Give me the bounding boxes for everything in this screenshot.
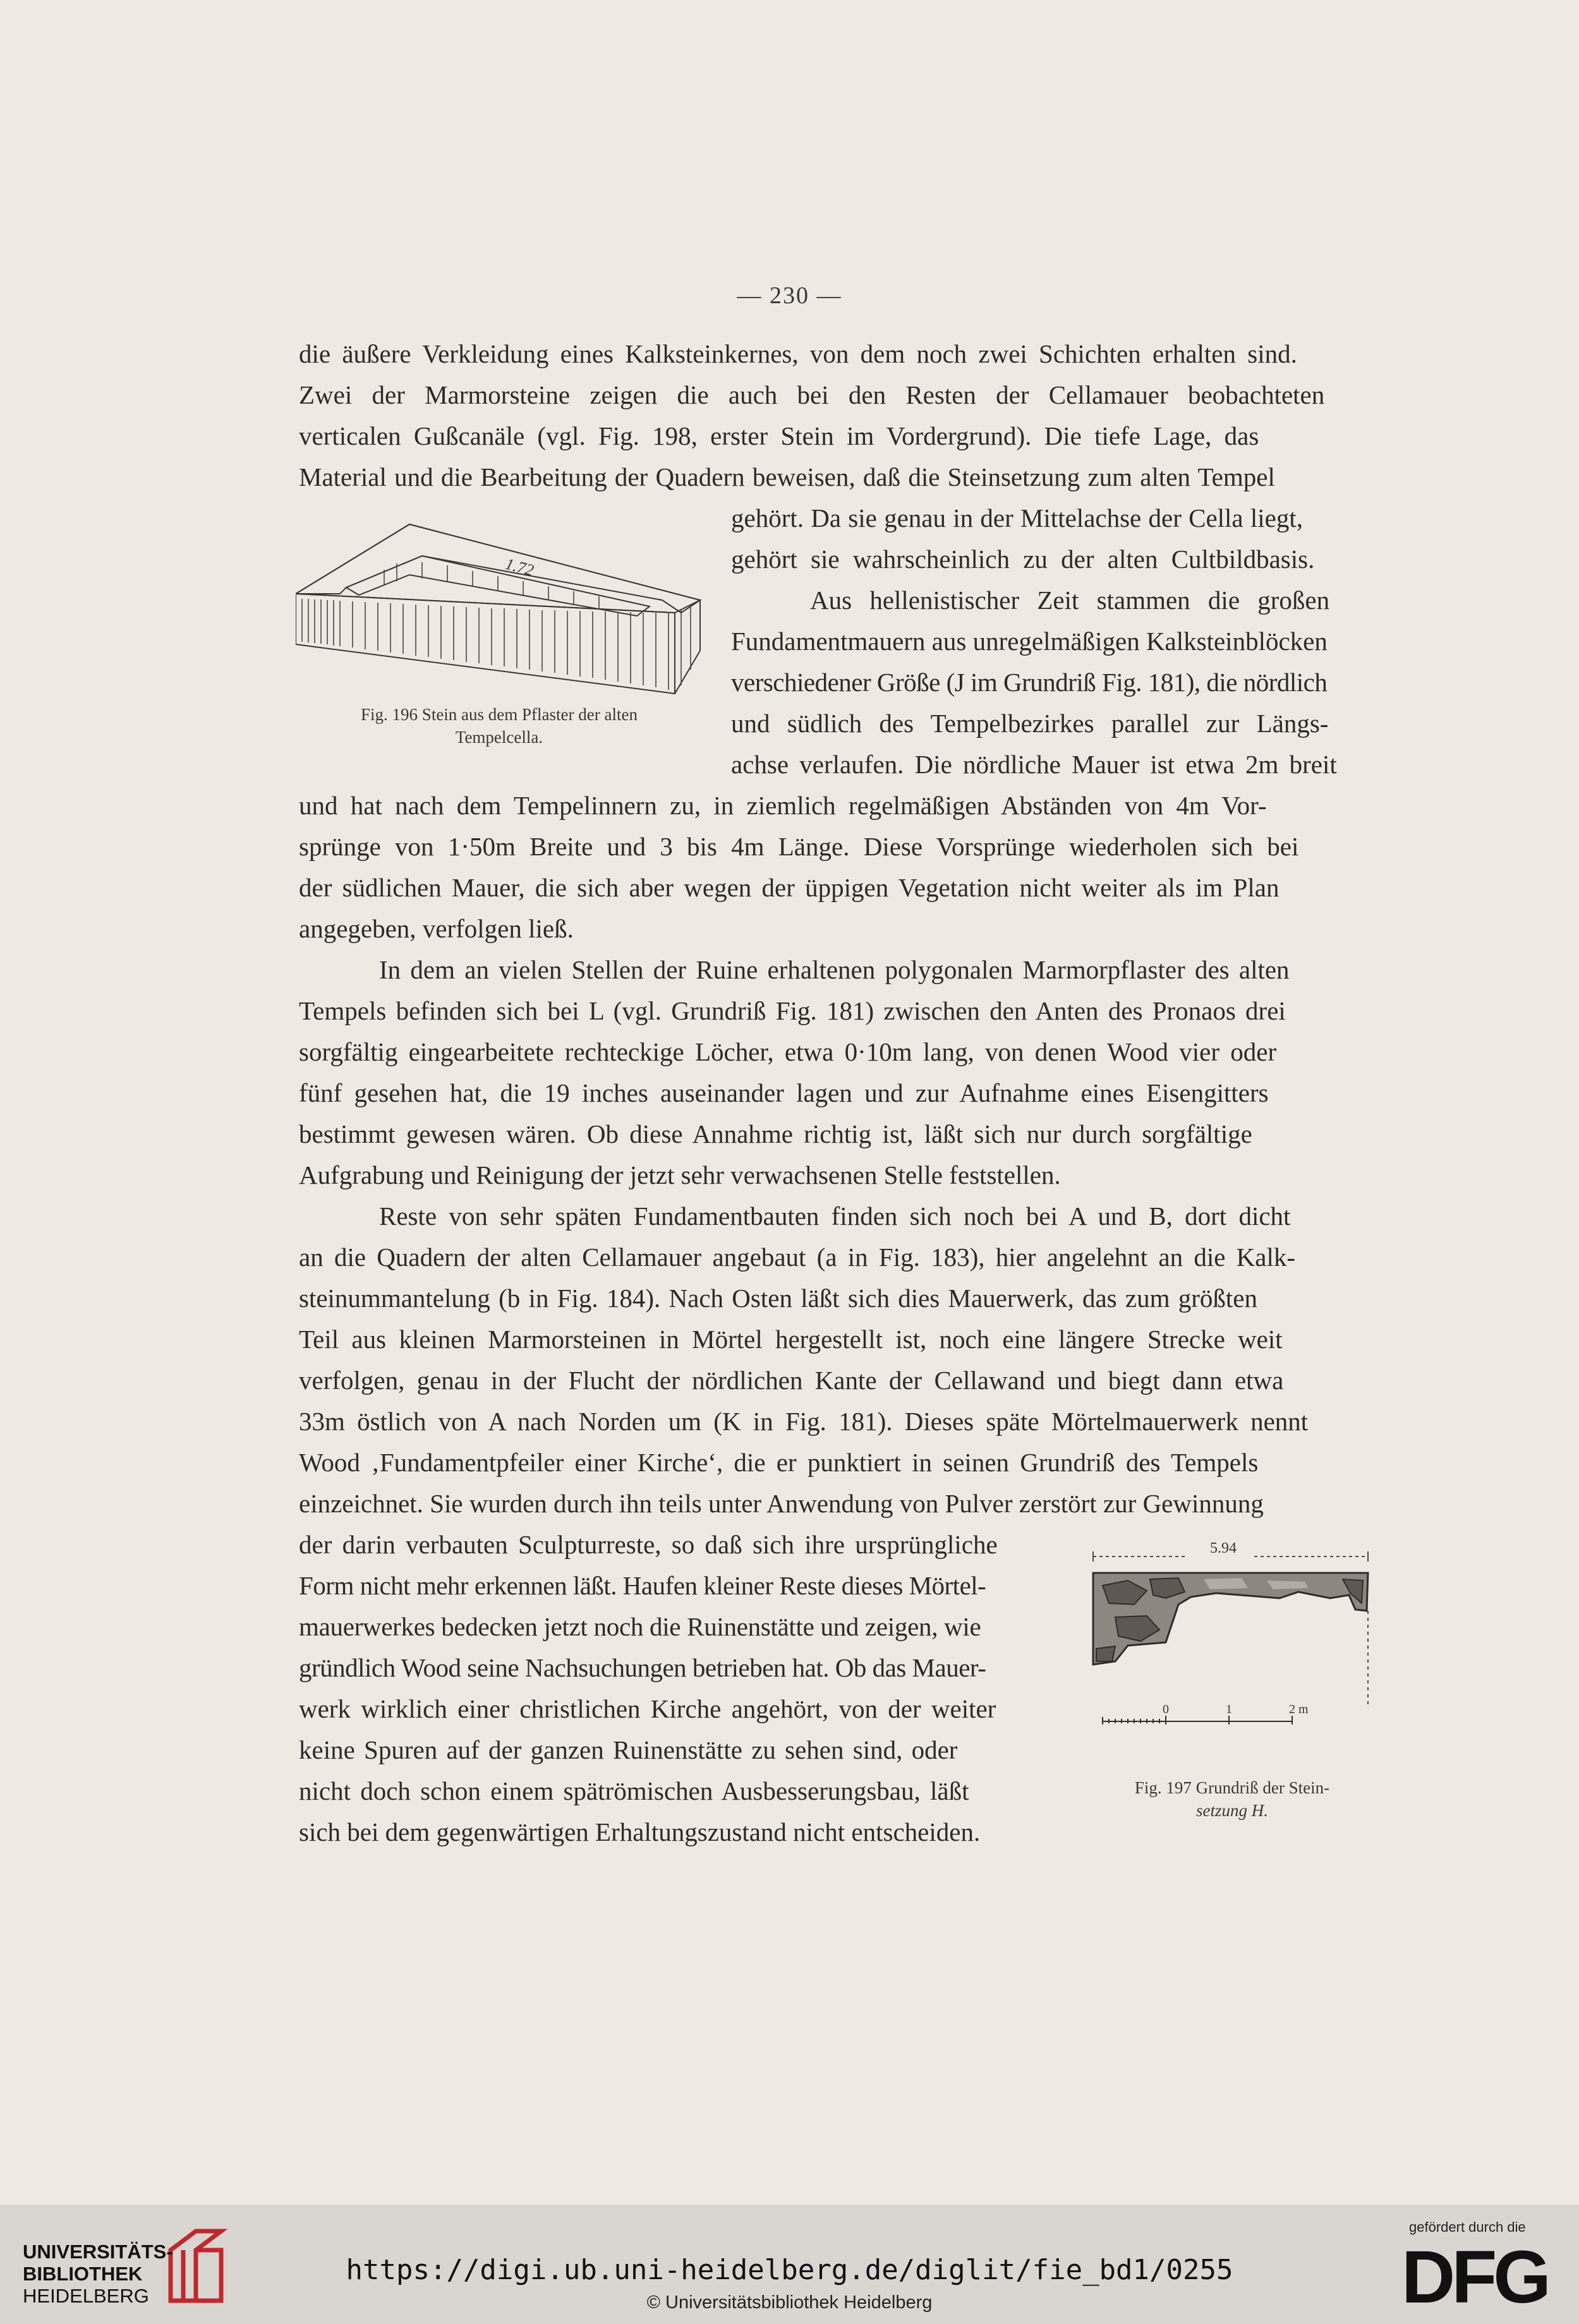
- figure-197-caption-line-2: setzung H.: [1196, 1801, 1268, 1820]
- text-line: verticalen Gußcanäle (vgl. Fig. 198, erster Stein im Vordergrund). Die tiefe Lage, das: [299, 421, 1259, 450]
- text-line: nicht doch schon einem spätrömischen Ausbesserungsbau, läßt: [299, 1776, 969, 1805]
- figure-197-caption: [1090, 1776, 1374, 1822]
- text-line: 33m östlich von A nach Norden um (K in Fig. 181). Dieses späte Mörtelmauerwerk nennt: [299, 1407, 1309, 1436]
- figure-196-caption-line-2: Tempelcella.: [455, 728, 543, 747]
- text-line: Form nicht mehr erkennen läßt. Haufen kleiner Reste dieses Mörtel-: [299, 1571, 986, 1600]
- text-line: sorgfältig eingearbeitete rechteckige Löcher, etwa 0·10m lang, von denen Wood vier oder: [299, 1037, 1277, 1066]
- text-line: Aufgrabung und Reinigung der jetzt sehr verwachsenen Stelle feststellen.: [299, 1160, 1061, 1189]
- figure-196-caption: [297, 703, 701, 749]
- text-line: verfolgen, genau in der Flucht der nördlichen Kante der Cellawand und biegt dann etwa: [299, 1366, 1284, 1395]
- text-line: der südlichen Mauer, die sich aber wegen der üppigen Vegetation nicht weiter als im Plan: [299, 873, 1280, 902]
- page-number: — 230 —: [737, 282, 842, 309]
- text-line: und hat nach dem Tempelinnern zu, in ziemlich regelmäßigen Abständen von 4m Vor-: [299, 791, 1267, 820]
- text-line: Reste von sehr späten Fundamentbauten finden sich noch bei A und B, dort dicht: [379, 1201, 1291, 1231]
- figure-196-stone-drawing: [296, 518, 706, 695]
- text-line: Teil aus kleinen Marmorsteinen in Mörtel hergestellt ist, noch eine längere Strecke weit: [299, 1325, 1283, 1354]
- text-line: keine Spuren auf der ganzen Ruinenstätte zu sehen sind, oder: [299, 1735, 958, 1764]
- figure-196-dimension-label: 1.72: [503, 554, 536, 580]
- text-line: Tempels befinden sich bei L (vgl. Grundriß Fig. 181) zwischen den Anten des Pronaos drei: [299, 996, 1286, 1025]
- scale-label-1: 1: [1226, 1702, 1232, 1716]
- scale-label-2: 2 m: [1289, 1702, 1309, 1716]
- text-line: verschiedener Größe (J im Grundriß Fig. 181), die nördlich: [731, 668, 1328, 697]
- library-name-line-3: HEIDELBERG: [23, 2285, 149, 2307]
- text-line: gehört sie wahrscheinlich zu der alten Cultbildbasis.: [731, 545, 1315, 574]
- library-name-line-1: UNIVERSITÄTS-: [23, 2241, 173, 2263]
- document-url-link[interactable]: https://digi.ub.uni-heidelberg.de/diglit/fie_bd1/0255: [346, 2254, 1233, 2286]
- text-line: Material und die Bearbeitung der Quadern beweisen, daß die Steinsetzung zum alten Tempel: [299, 462, 1275, 491]
- text-line: einzeichnet. Sie wurden durch ihn teils unter Anwendung von Pulver zerstört zur Gewinnung: [299, 1489, 1264, 1518]
- sponsor-note: gefördert durch die: [1409, 2219, 1526, 2235]
- text-line: an die Quadern der alten Cellamauer angebaut (a in Fig. 183), hier angelehnt an die Kalk-: [299, 1243, 1296, 1272]
- dfg-logo[interactable]: DFG: [1401, 2236, 1548, 2319]
- text-line: werk wirklich einer christlichen Kirche angehört, von der weiter: [299, 1694, 996, 1723]
- text-line: In dem an vielen Stellen der Ruine erhaltenen polygonalen Marmorpflaster des alten: [379, 955, 1290, 984]
- scale-label-0: 0: [1163, 1702, 1169, 1716]
- text-line: Wood ‚Fundamentpfeiler einer Kirche‘, die er punktiert in seinen Grundriß des Tempels: [299, 1448, 1259, 1477]
- library-name-line-2: BIBLIOTHEK: [23, 2263, 143, 2285]
- text-line: fünf gesehen hat, die 19 inches auseinander lagen und zur Aufnahme eines Eisengitters: [299, 1078, 1269, 1107]
- copyright-notice: © Universitätsbibliothek Heidelberg: [646, 2292, 933, 2313]
- figure-197-caption-line-1: Fig. 197 Grundriß der Stein-: [1134, 1778, 1330, 1797]
- text-line: die äußere Verkleidung eines Kalksteinkernes, von dem noch zwei Schichten erhalten sind.: [299, 339, 1297, 368]
- text-line: sich bei dem gegenwärtigen Erhaltungszustand nicht entscheiden.: [299, 1817, 981, 1846]
- text-line: mauerwerkes bedecken jetzt noch die Ruinenstätte und zeigen, wie: [299, 1612, 981, 1641]
- figure-197-ground-plan: [1090, 1535, 1374, 1762]
- text-line: angegeben, verfolgen ließ.: [299, 914, 574, 943]
- text-line: gründlich Wood seine Nachsuchungen betrieben hat. Ob das Mauer-: [299, 1653, 986, 1682]
- text-line: Fundamentmauern aus unregelmäßigen Kalksteinblöcken: [731, 627, 1328, 656]
- text-line: Aus hellenistischer Zeit stammen die großen: [810, 586, 1330, 615]
- text-line: der darin verbauten Sculpturreste, so daß sich ihre ursprüngliche: [299, 1530, 998, 1559]
- text-line: und südlich des Tempelbezirkes parallel zur Längs-: [731, 709, 1329, 738]
- text-line: bestimmt gewesen wären. Ob diese Annahme richtig ist, läßt sich nur durch sorgfältige: [299, 1119, 1252, 1148]
- text-line: gehört. Da sie genau in der Mittelachse der Cella liegt,: [731, 503, 1303, 533]
- text-line: sprünge von 1·50m Breite und 3 bis 4m Länge. Diese Vorsprünge wiederholen sich bei: [299, 832, 1299, 861]
- text-line: steinummantelung (b in Fig. 184). Nach Osten läßt sich dies Mauerwerk, das zum größten: [299, 1284, 1257, 1313]
- text-line: achse verlaufen. Die nördliche Mauer ist etwa 2m breit: [731, 750, 1337, 779]
- text-line: Zwei der Marmorsteine zeigen die auch bei den Resten der Cellamauer beobachteten: [299, 380, 1325, 409]
- figure-197-dimension-label: 5.94: [1210, 1540, 1237, 1556]
- figure-196-caption-line-1: Fig. 196 Stein aus dem Pflaster der alten: [361, 705, 638, 724]
